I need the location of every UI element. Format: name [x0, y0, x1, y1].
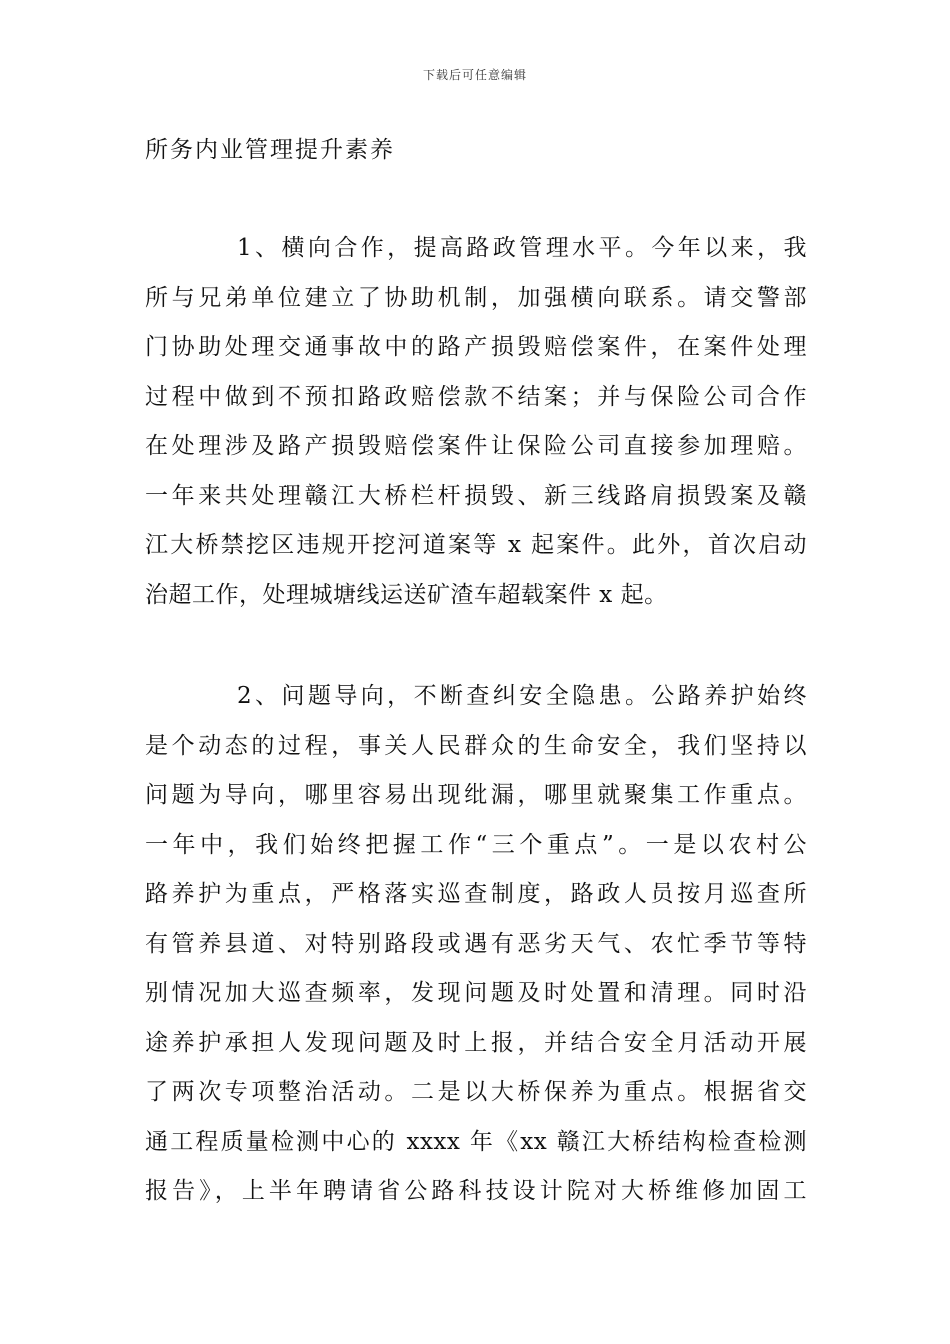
paragraph-1 [145, 224, 807, 620]
paragraph-line: 路养护为重点，严格落实巡查制度，路政人员按月巡查所 [145, 881, 807, 907]
paragraph-line: 通工程质量检测中心的 xxxx 年《xx 赣江大桥结构检查检测 [145, 1128, 807, 1155]
header-note: 下载后可任意编辑 [422, 68, 527, 82]
paragraph-line: 在处理涉及路产损毁赔偿案件让保险公司直接参加理赔。 [145, 433, 807, 459]
paragraph-line: 过程中做到不预扣路政赔偿款不结案；并与保险公司合作 [145, 383, 807, 410]
paragraph-line: 2、问题导向，不断查纠安全隐患。公路养护始终 [237, 683, 807, 709]
paragraph-line: 是个动态的过程，事关人民群众的生命安全，我们坚持以 [145, 732, 807, 759]
section-heading: 所务内业管理提升素养 [145, 137, 395, 163]
paragraph-line: 别情况加大巡查频率，发现问题及时处置和清理。同时沿 [145, 980, 807, 1006]
paragraph-line: 1、横向合作，提高路政管理水平。今年以来，我 [237, 235, 807, 261]
paragraph-line: 了两次专项整治活动。二是以大桥保养为重点。根据省交 [145, 1079, 807, 1105]
paragraph-line: 一年来共处理赣江大桥栏杆损毁、新三线路肩损毁案及赣 [145, 482, 807, 509]
paragraph-line: 江大桥禁挖区违规开挖河道案等 x 起案件。此外，首次启动 [145, 532, 807, 558]
paragraph-line: 所与兄弟单位建立了协助机制，加强横向联系。请交警部 [145, 284, 807, 311]
paragraph-2 [145, 672, 807, 1217]
paragraph-line: 治超工作，处理城塘线运送矿渣车超载案件 x 起。 [145, 581, 668, 608]
paragraph-line: 有管养县道、对特别路段或遇有恶劣天气、农忙季节等特 [145, 930, 807, 957]
paragraph-line: 问题为导向，哪里容易出现纰漏，哪里就聚集工作重点。 [145, 782, 807, 808]
paragraph-line: 途养护承担人发现问题及时上报，并结合安全月活动开展 [145, 1029, 807, 1056]
paragraph-line: 报告》，上半年聘请省公路科技设计院对大桥维修加固工 [145, 1178, 807, 1204]
paragraph-line: 门协助处理交通事故中的路产损毁赔偿案件，在案件处理 [145, 334, 807, 360]
paragraph-line: 一年中，我们始终把握工作“三个重点”。一是以农村公 [145, 831, 807, 858]
